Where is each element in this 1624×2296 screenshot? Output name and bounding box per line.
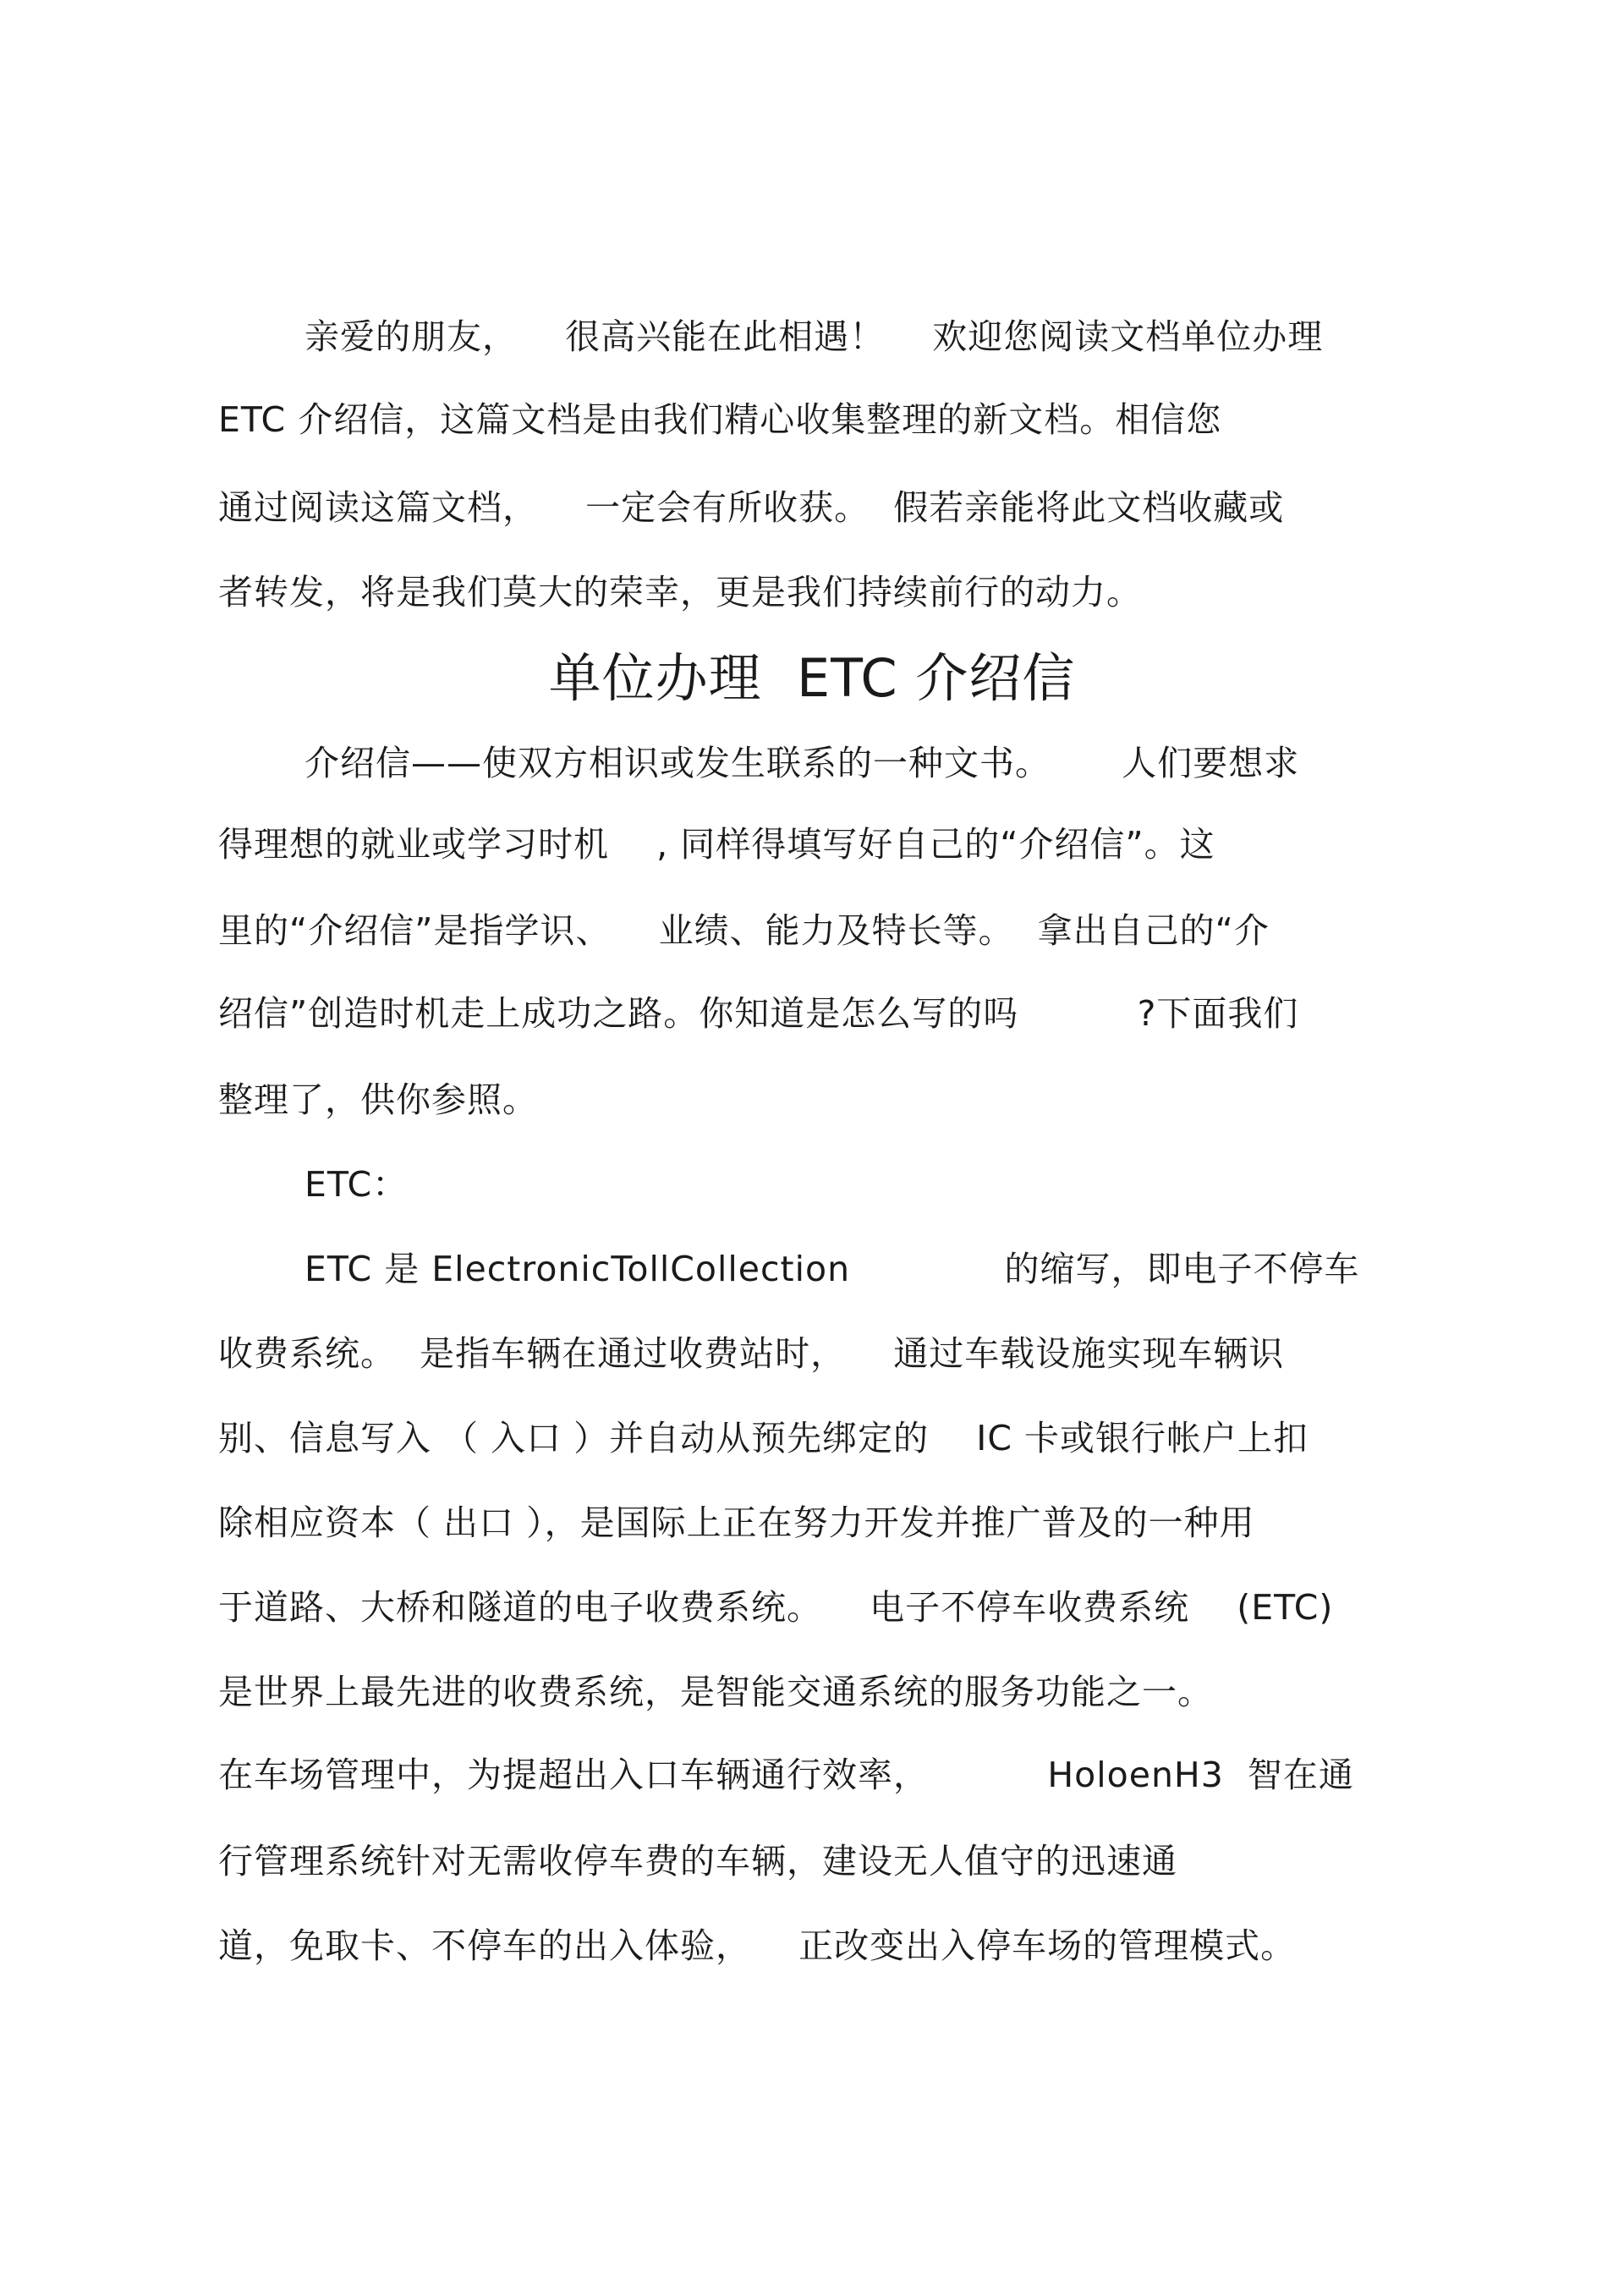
intro-line-4: 者转发，将是我们莫大的荣幸，更是我们持续前行的动力。 [218,572,1142,612]
intro-line-1: 亲爱的朋友， 很高兴能在此相遇！ 欢迎您阅读文档单位办理 [304,316,1324,357]
body-line-5: 整理了，供你参照。 [218,1079,538,1120]
intro-line-3: 通过阅读这篇文档， 一定会有所收获。 假若亲能将此文档收藏或 [218,487,1285,528]
body-line-1: 介绍信——使双方相识或发生联系的一种文书。 人们要想求 [304,743,1300,783]
body-line-9: 别、信息写入 （ 入口 ）并自动从预先绑定的 IC 卡或银行帐户上扣 [218,1418,1309,1458]
etc-heading: ETC： [304,1164,409,1205]
body-line-11: 于道路、大桥和隧道的电子收费系统。 电子不停车收费系统 (ETC) [218,1587,1334,1628]
body-line-2: 得理想的就业或学习时机 , 同样得填写好自己的“介绍信”。这 [218,824,1215,865]
body-line-7: ETC 是 ElectronicTollCollection 的缩写，即电子不停车 [304,1249,1360,1289]
body-line-4: 绍信”创造时机走上成功之路。你知道是怎么写的吗 ?下面我们 [218,993,1299,1034]
body-line-3: 里的“介绍信”是指学识、 业绩、能力及特长等。 拿出自己的“介 [218,910,1270,951]
body-line-8: 收费系统。 是指车辆在通过收费站时， 通过车载设施实现车辆识 [218,1333,1285,1374]
body-line-13: 在车场管理中，为提超出入口车辆通行效率， HoloenH3 智在通 [218,1755,1354,1795]
body-line-15: 道，免取卡、不停车的出入体验， 正改变出入停车场的管理模式。 [218,1925,1297,1966]
body-line-14: 行管理系统针对无需收停车费的车辆，建设无人值守的迅速通 [218,1841,1177,1881]
body-line-10: 除相应资本（ 出口 ），是国际上正在努力开发并推广普及的一种用 [218,1502,1255,1543]
document-title: 单位办理 ETC 介绍信 [548,647,1076,709]
body-line-12: 是世界上最先进的收费系统，是智能交通系统的服务功能之一。 [218,1672,1213,1712]
intro-line-2: ETC 介绍信，这篇文档是由我们精心收集整理的新文档。相信您 [218,399,1222,440]
